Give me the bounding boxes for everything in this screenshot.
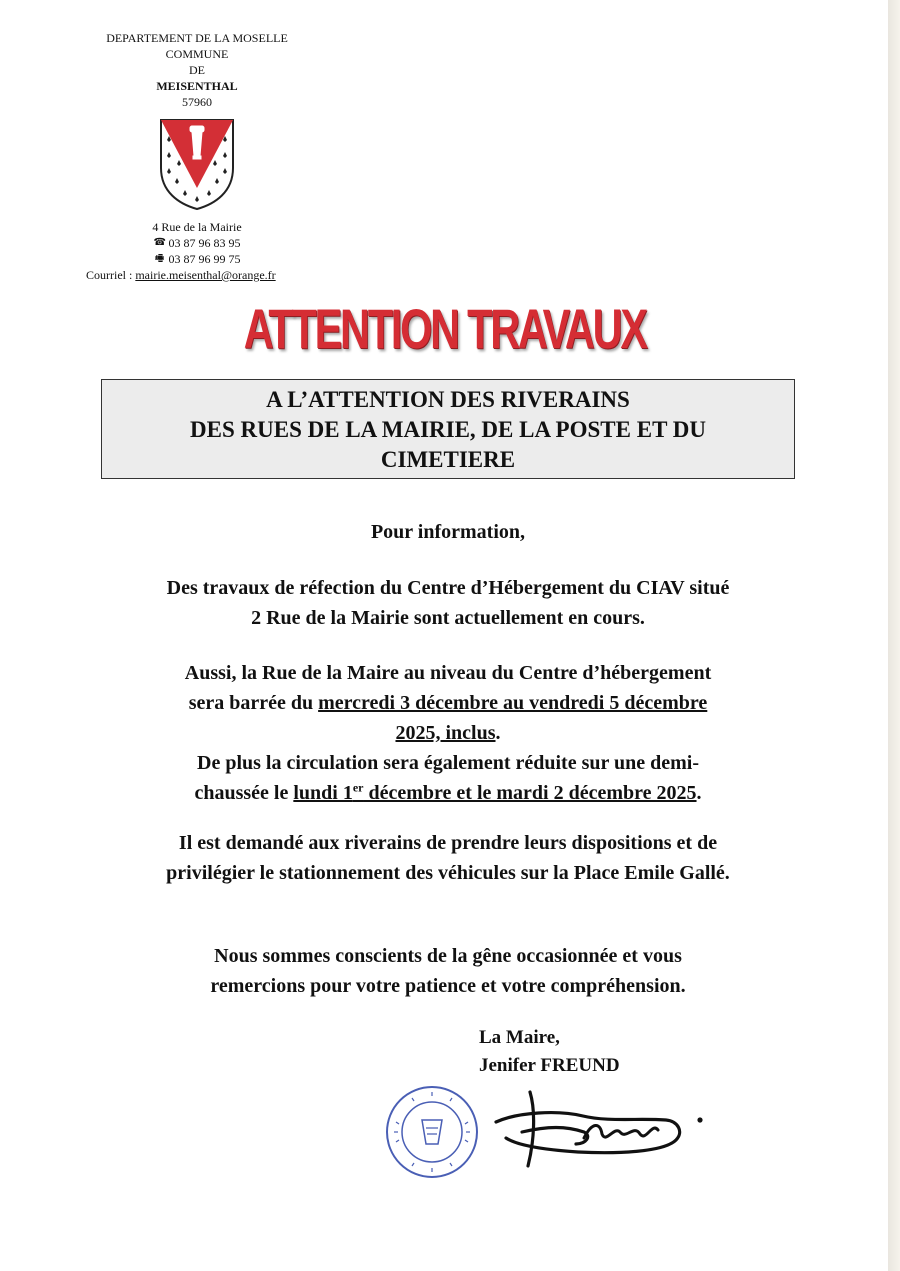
paragraph-thanks — [96, 941, 800, 1001]
email-label: Courriel : — [86, 268, 133, 282]
text-run: sera barrée du — [188, 692, 319, 714]
paragraph-line: Des travaux de réfection du Centre d’Hébergement du CIAV situé — [166, 577, 730, 599]
text-run: décembre et le mardi 2 décembre 2025 — [363, 782, 697, 804]
coat-of-arms-icon — [157, 116, 237, 212]
ordinal-suffix: er — [352, 780, 364, 795]
handwritten-signature-icon — [488, 1082, 708, 1174]
department-label: DEPARTEMENT DE LA MOSELLE — [106, 31, 288, 45]
text-run: chaussée le — [194, 782, 294, 804]
paragraph-line: Il est demandé aux riverains de prendre leurs dispositions et de — [178, 832, 718, 854]
phone-number: 03 87 96 83 95 — [168, 236, 241, 250]
address-text: 4 Rue de la Mairie — [152, 220, 242, 234]
greeting — [96, 517, 800, 547]
text-run: . — [696, 782, 702, 804]
page-edge — [888, 0, 900, 1271]
fax-number: 03 87 96 99 75 — [168, 252, 241, 266]
paragraph-parking — [96, 828, 800, 888]
signatory-name: Jenifer FREUND — [479, 1055, 620, 1076]
postcode: 57960 — [182, 95, 212, 109]
paragraph-line: Aussi, la Rue de la Maire au niveau du Centre d’hébergement — [184, 662, 712, 684]
signature-block — [479, 1024, 620, 1080]
paragraph-line — [96, 718, 800, 748]
paragraph-line: 2 Rue de la Mairie sont actuellement en cours. — [251, 607, 645, 629]
page-title: ATTENTION TRAVAUX — [243, 297, 646, 360]
text-run: . — [495, 722, 501, 744]
official-stamp-icon — [382, 1082, 482, 1182]
reduction-dates — [293, 782, 696, 804]
phone-line — [82, 235, 312, 251]
town-name: MEISENTHAL — [156, 79, 238, 93]
letterhead — [82, 30, 312, 212]
text-run: lundi 1 — [293, 782, 353, 804]
paragraph-works — [96, 573, 800, 633]
notice-box — [101, 379, 795, 479]
fax-icon: 🖷 — [154, 253, 165, 264]
paragraph-line — [96, 778, 800, 808]
email-line — [82, 267, 312, 283]
notice-line-3: CIMETIERE — [380, 447, 516, 472]
paragraph-line: remercions pour votre patience et votre compréhension. — [210, 975, 686, 997]
commune-label: COMMUNE — [165, 47, 229, 61]
paragraph-line — [96, 688, 800, 718]
closure-dates: mercredi 3 décembre au vendredi 5 décembre — [318, 692, 708, 714]
paragraph-line: privilégier le stationnement des véhicules sur la Place Emile Gallé. — [166, 862, 730, 884]
notice-line-1: A L’ATTENTION DES RIVERAINS — [266, 387, 630, 412]
fax-line — [82, 251, 312, 267]
notice-line-2: DES RUES DE LA MAIRIE, DE LA POSTE ET DU — [190, 417, 706, 442]
address — [82, 219, 312, 235]
greeting-text: Pour information, — [370, 521, 526, 543]
paragraph-line: De plus la circulation sera également réduite sur une demi- — [197, 752, 699, 774]
telephone-icon: ☎ — [153, 237, 166, 248]
closure-dates-end: 2025, inclus — [395, 722, 496, 744]
paragraph-line: Nous sommes conscients de la gêne occasionnée et vous — [214, 945, 682, 967]
contact-block — [82, 219, 312, 283]
signatory-role: La Maire, — [479, 1027, 560, 1048]
de-label: DE — [189, 63, 205, 77]
email-link[interactable]: mairie.meisenthal@orange.fr — [135, 268, 276, 282]
paragraph-closure — [96, 658, 800, 808]
